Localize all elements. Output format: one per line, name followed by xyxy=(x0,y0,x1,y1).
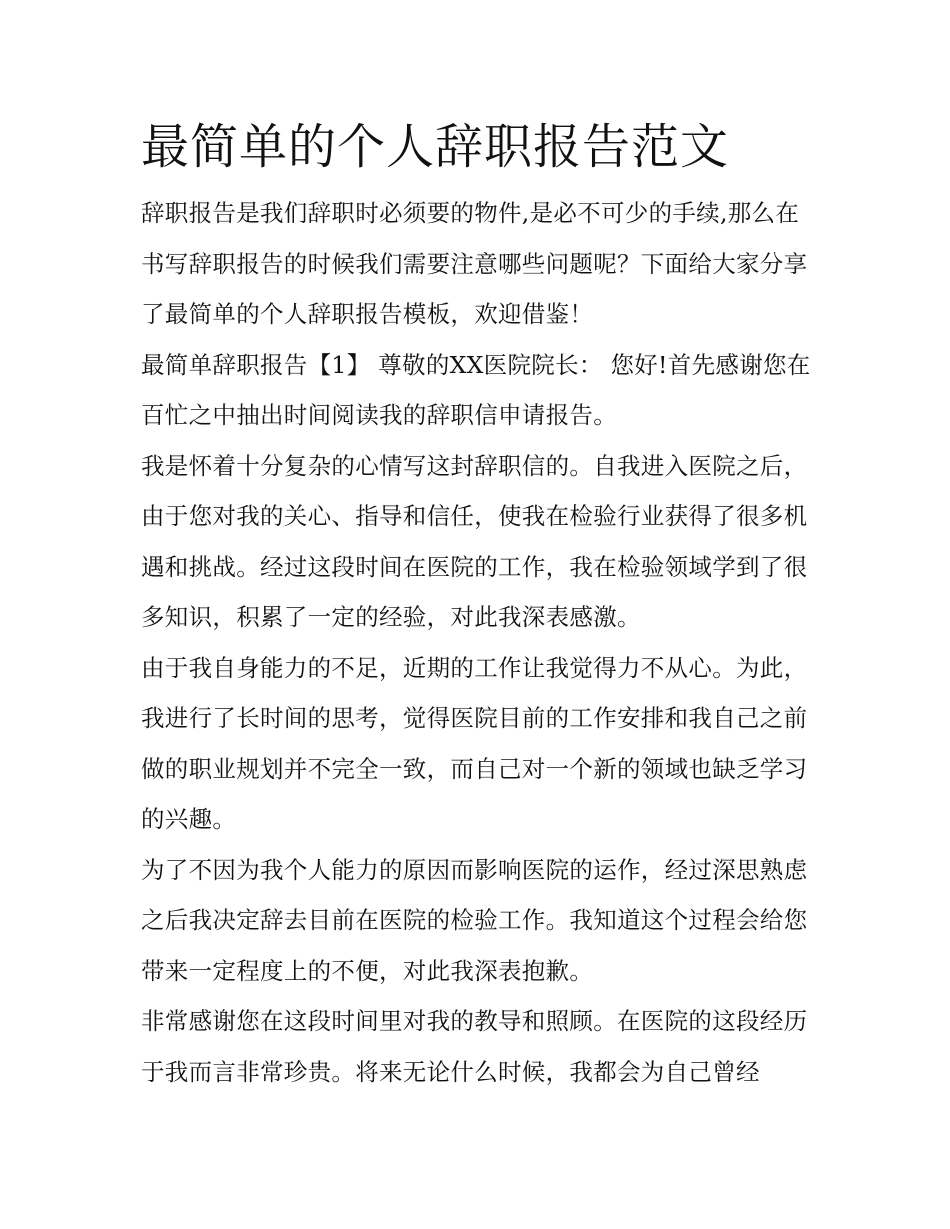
salutation-paragraph: 最简单辞职报告【1】 尊敬的XX医院院长： 您好!首先感谢您在百忙之中抽出时间阅读我的辞职信申请报告。 xyxy=(141,350,811,429)
document-body xyxy=(141,112,813,1097)
body-paragraph: 非常感谢您在这段时间里对我的教导和照顾。在医院的这段经历于我而言非常珍贵。将来无论什么时候，我都会为自己曾经 xyxy=(141,1007,808,1086)
intro-paragraph: 辞职报告是我们辞职时必须要的物件,是必不可少的手续,那么在书写辞职报告的时候我们需要注意哪些问题呢？下面给大家分享了最简单的个人辞职报告模板，欢迎借鉴！ xyxy=(141,199,808,328)
body-paragraph: 为了不因为我个人能力的原因而影响医院的运作，经过深思熟虑之后我决定辞去目前在医院的检验工作。我知道这个过程会给您带来一定程度上的不便，对此我深表抱歉。 xyxy=(141,855,808,985)
body-paragraph: 我是怀着十分复杂的心情写这封辞职信的。自我进入医院之后，由于您对我的关心、指导和信任，使我在检验行业获得了很多机遇和挑战。经过这段时间在医院的工作，我在检验领域学到了很多知识，积累了一定的经验，对此我深表感激。 xyxy=(141,451,808,631)
document-title: 最简单的个人辞职报告范文 xyxy=(141,119,730,175)
body-paragraph: 由于我自身能力的不足，近期的工作让我觉得力不从心。为此，我进行了长时间的思考，觉得医院目前的工作安排和我自己之前做的职业规划并不完全一致，而自己对一个新的领域也缺乏学习的兴趣。 xyxy=(141,653,808,833)
